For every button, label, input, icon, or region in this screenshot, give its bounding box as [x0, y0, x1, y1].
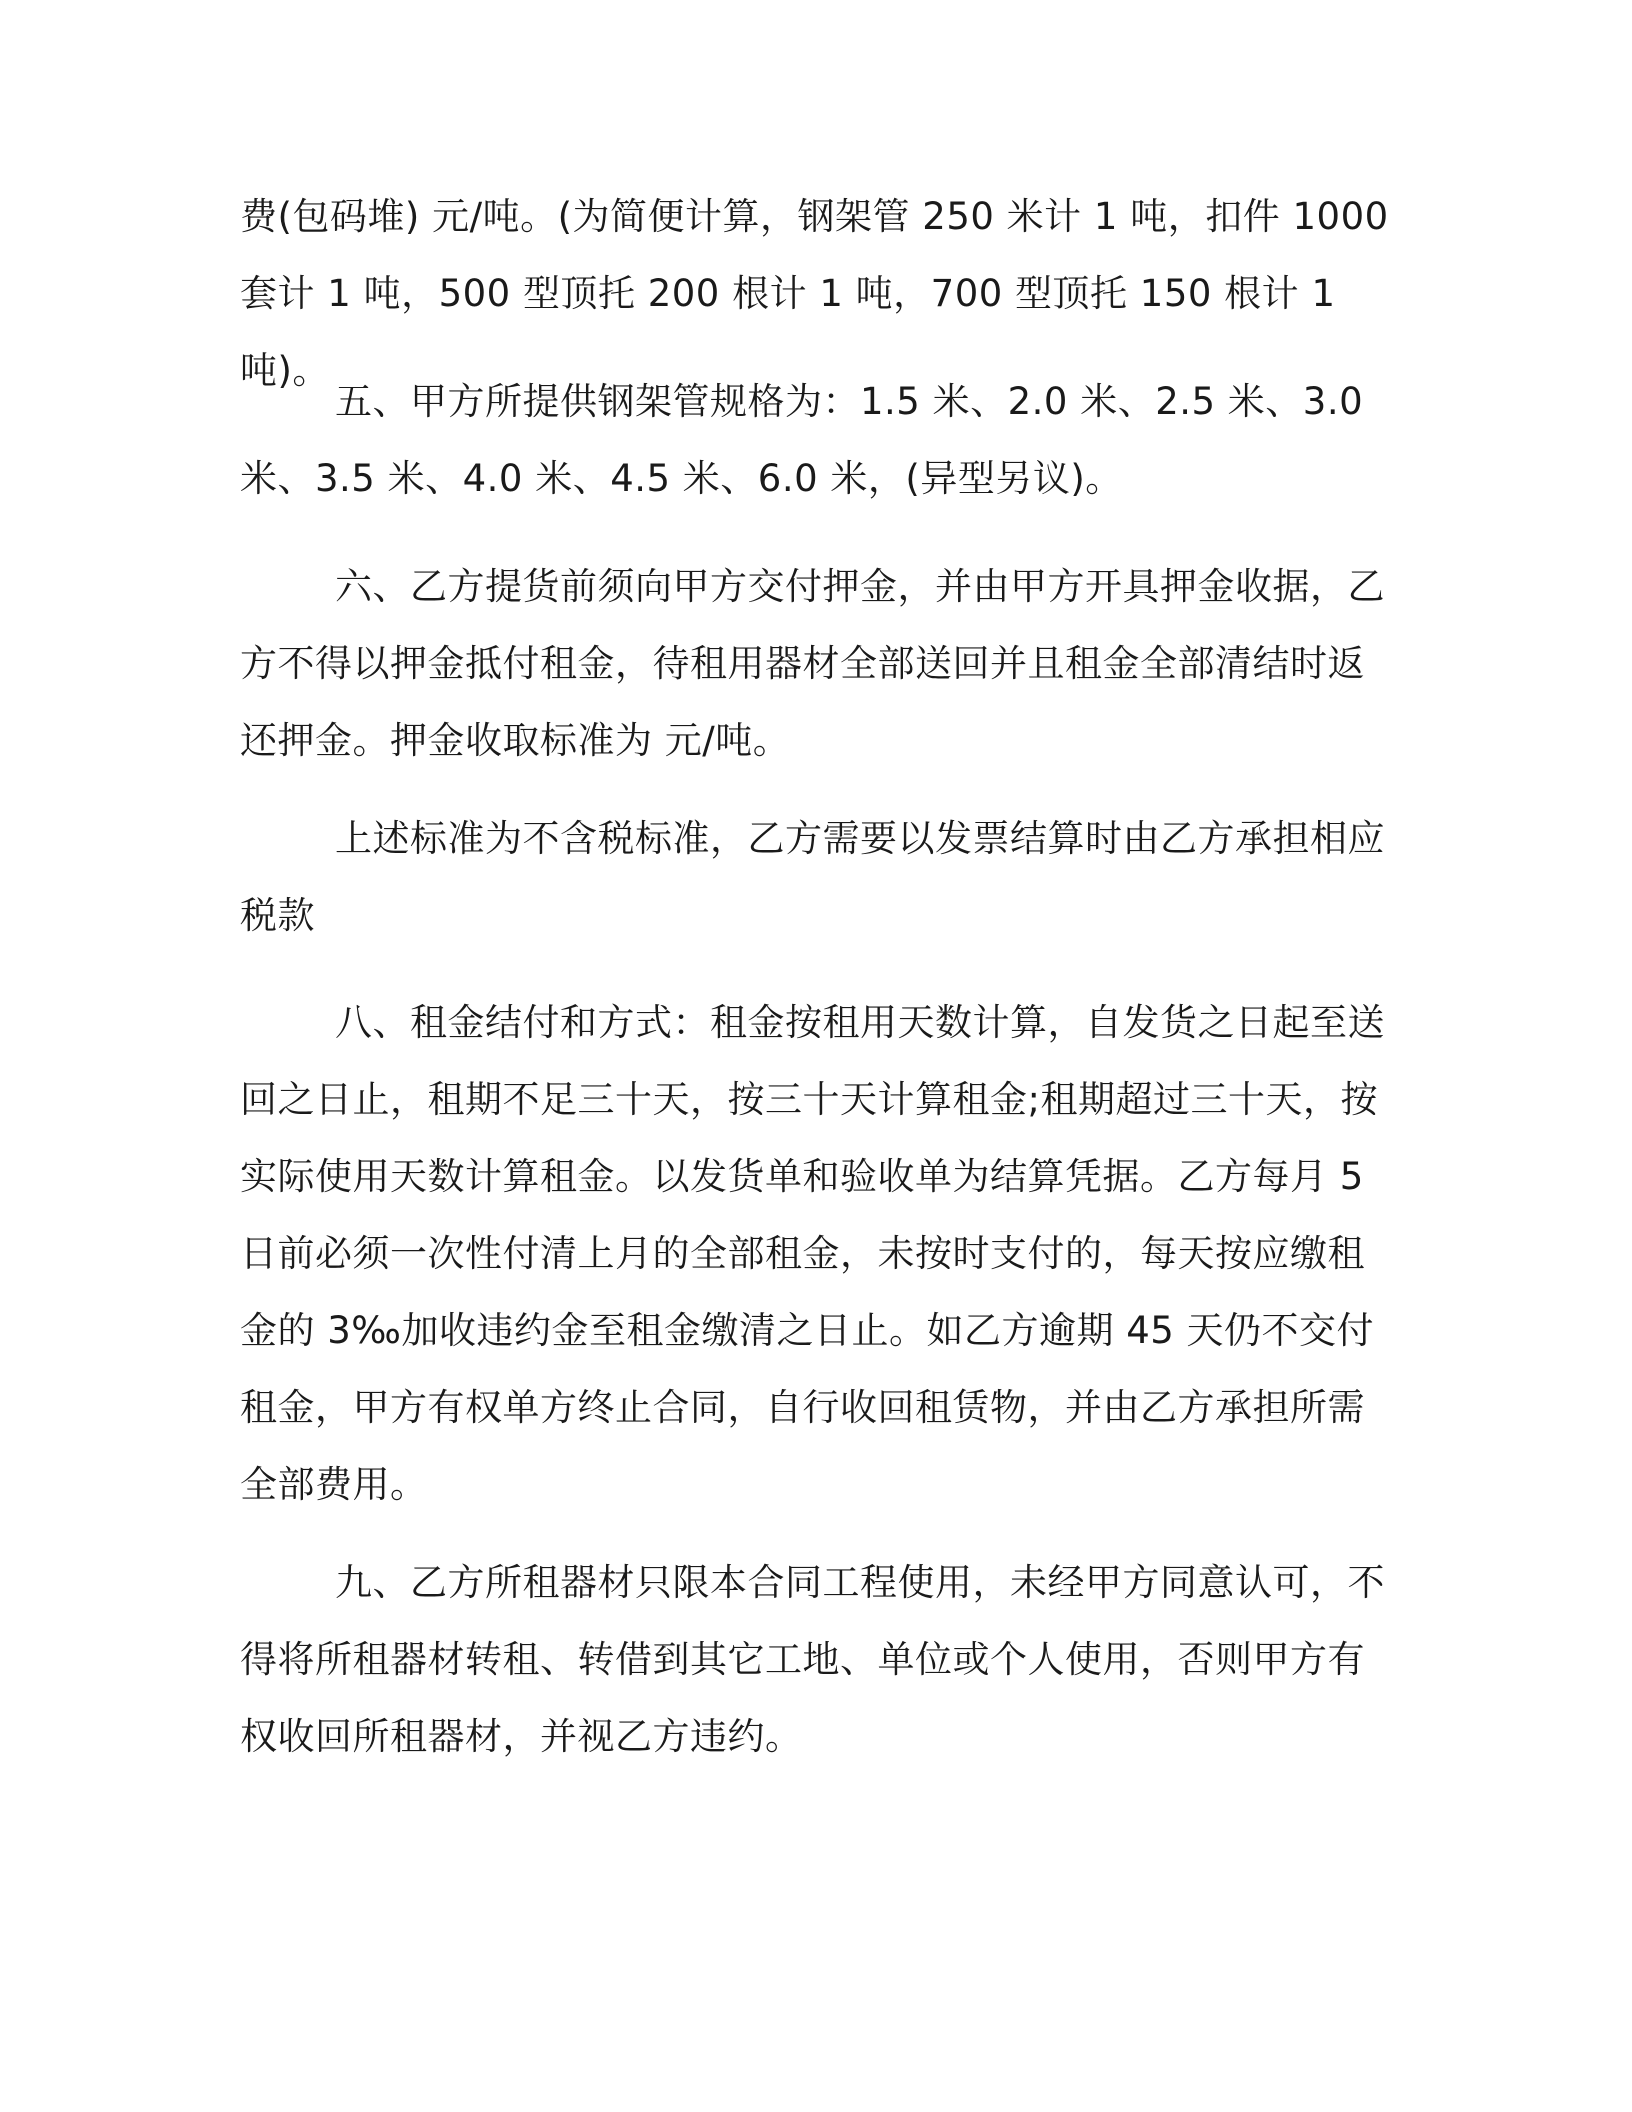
paragraph-rental-fee-conversion: 费(包码堆) 元/吨。(为简便计算，钢架管 250 米计 1 吨，扣件 1000 套计 1 吨，500 型顶托 200 根计 1 吨，700 型顶托 150 根计 1 吨)。: [240, 195, 1389, 392]
paragraph-9-usage-restriction: 九、乙方所租器材只限本合同工程使用，未经甲方同意认可，不得将所租器材转租、转借到其它工地、单位或个人使用，否则甲方有权收回所租器材，并视乙方违约。: [240, 1561, 1385, 1758]
paragraph-5-pipe-specs: 五、甲方所提供钢架管规格为：1.5 米、2.0 米、2.5 米、3.0 米、3.5 米、4.0 米、4.5 米、6.0 米，(异型另议)。: [240, 380, 1364, 500]
paragraph-6-deposit: 六、乙方提货前须向甲方交付押金，并由甲方开具押金收据，乙方不得以押金抵付租金，待租用器材全部送回并且租金全部清结时返还押金。押金收取标准为 元/吨。: [240, 565, 1385, 762]
paragraph-8-rent-payment: 八、租金结付和方式：租金按租用天数计算，自发货之日起至送回之日止，租期不足三十天，按三十天计算租金;租期超过三十天，按实际使用天数计算租金。以发货单和验收单为结算凭据。乙方每月 5 日前必须一次性付清上月的全部租金，未按时支付的，每天按应缴租金的 3‰加收违约金至租金缴清之日止。如乙方逾期 45 天仍不交付租金，甲方有权单方终止合同，自行收回租赁物，并由乙方承担所需全部费用。: [240, 1001, 1385, 1506]
paragraph-tax-note: 上述标准为不含税标准，乙方需要以发票结算时由乙方承担相应税款: [240, 817, 1385, 937]
